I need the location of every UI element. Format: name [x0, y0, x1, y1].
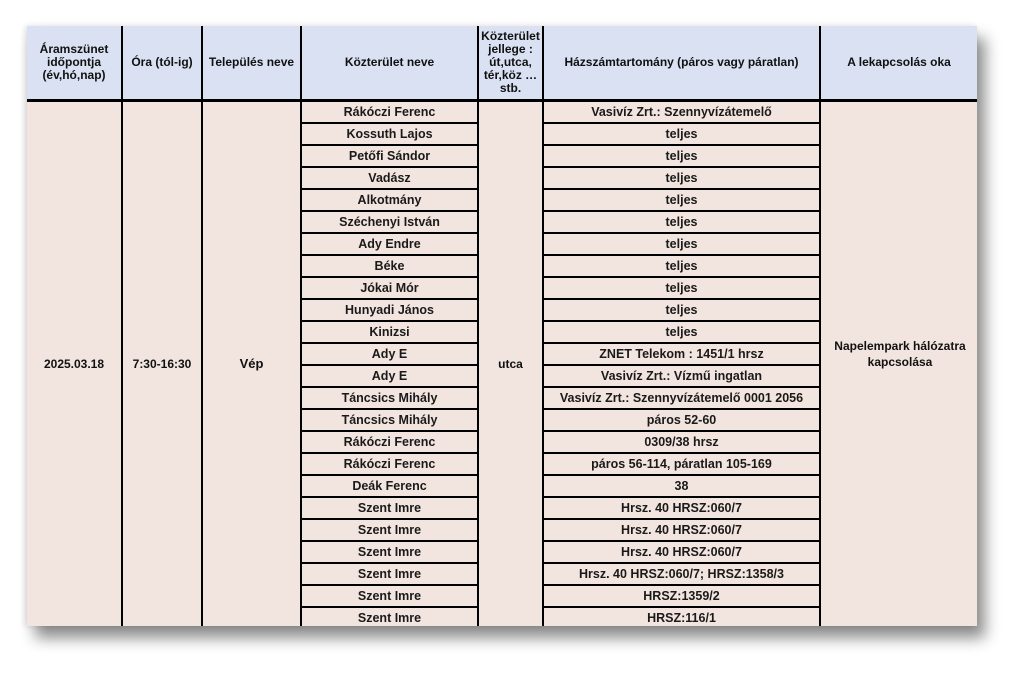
street-name-cell: Szent Imre: [302, 564, 477, 586]
house-range-cell: Hrsz. 40 HRSZ:060/7: [544, 542, 819, 564]
street-name-cell: Szent Imre: [302, 498, 477, 520]
street-name-cell: Jókai Mór: [302, 278, 477, 300]
house-range-cell: HRSZ:116/1: [544, 608, 819, 626]
settlement-name: Vép: [239, 356, 264, 371]
column-divider: [477, 26, 479, 626]
house-range-cell: HRSZ:1359/2: [544, 586, 819, 608]
street-name-cell: Szent Imre: [302, 608, 477, 626]
street-name-cell: Széchenyi István: [302, 212, 477, 234]
street-name-cell: Béke: [302, 256, 477, 278]
header-street-name: Közterület neve: [344, 55, 435, 69]
house-range-cell: Vasivíz Zrt.: Vízmű ingatlan: [544, 366, 819, 388]
house-range-cell: 38: [544, 476, 819, 498]
street-name-cell: Szent Imre: [302, 542, 477, 564]
house-range-cell: ZNET Telekom : 1451/1 hrsz: [544, 344, 819, 366]
house-range-cell: Hrsz. 40 HRSZ:060/7: [544, 498, 819, 520]
outage-reason: Napelempark hálózatra kapcsolása: [834, 339, 966, 369]
street-name-cell: Petőfi Sándor: [302, 146, 477, 168]
header-street-type: Közterület jellege : út,utca, tér,köz …stb.: [481, 29, 540, 95]
street-name-cell: Ady E: [302, 344, 477, 366]
house-range-cell: 0309/38 hrsz: [544, 432, 819, 454]
street-name-cell: Kossuth Lajos: [302, 124, 477, 146]
street-name-cell: Alkotmány: [302, 190, 477, 212]
table-header: [27, 26, 977, 101]
street-name-cell: Táncsics Mihály: [302, 388, 477, 410]
house-range-cell: páros 52-60: [544, 410, 819, 432]
column-divider: [121, 26, 123, 626]
street-name-cell: Hunyadi János: [302, 300, 477, 322]
house-range-cell: teljes: [544, 168, 819, 190]
column-divider: [819, 26, 821, 626]
house-range-cell: páros 56-114, páratlan 105-169: [544, 454, 819, 476]
street-name-cell: Vadász: [302, 168, 477, 190]
house-range-cell: teljes: [544, 146, 819, 168]
house-range-cell: Hrsz. 40 HRSZ:060/7: [544, 520, 819, 542]
house-range-cell: teljes: [544, 322, 819, 344]
street-name-cell: Rákóczi Ferenc: [302, 432, 477, 454]
outage-table: [27, 26, 977, 626]
street-name-cell: Kinizsi: [302, 322, 477, 344]
column-divider: [201, 26, 203, 626]
house-range-cell: teljes: [544, 278, 819, 300]
street-name-cell: Szent Imre: [302, 586, 477, 608]
outage-date: 2025.03.18: [43, 357, 105, 371]
column-divider: [300, 26, 302, 626]
header-house-range: Házszámtartomány (páros vagy páratlan): [564, 55, 799, 69]
street-name-cell: Táncsics Mihály: [302, 410, 477, 432]
house-range-cell: teljes: [544, 256, 819, 278]
street-name-cell: Ady E: [302, 366, 477, 388]
street-name-cell: Szent Imre: [302, 520, 477, 542]
house-range-cell: Vasivíz Zrt.: Szennyvízátemelő 0001 2056: [544, 388, 819, 410]
outage-time: 7:30-16:30: [132, 357, 192, 371]
street-name-cell: Deák Ferenc: [302, 476, 477, 498]
header-reason: A lekapcsolás oka: [847, 55, 951, 69]
house-range-cell: teljes: [544, 190, 819, 212]
house-range-cell: teljes: [544, 124, 819, 146]
street-type: utca: [498, 357, 523, 371]
house-range-cell: Hrsz. 40 HRSZ:060/7; HRSZ:1358/3: [544, 564, 819, 586]
house-range-cell: teljes: [544, 234, 819, 256]
street-name-cell: Rákóczi Ferenc: [302, 454, 477, 476]
column-divider: [542, 26, 544, 626]
street-name-cell: Rákóczi Ferenc: [302, 102, 477, 124]
header-settlement: Település neve: [208, 55, 295, 69]
header-date: Áramszünet időpontja (év,hó,nap): [39, 42, 109, 82]
header-time: Óra (tól-ig): [131, 55, 193, 69]
house-range-cell: teljes: [544, 212, 819, 234]
house-range-cell: Vasivíz Zrt.: Szennyvízátemelő: [544, 102, 819, 124]
street-name-cell: Ady Endre: [302, 234, 477, 256]
house-range-cell: teljes: [544, 300, 819, 322]
